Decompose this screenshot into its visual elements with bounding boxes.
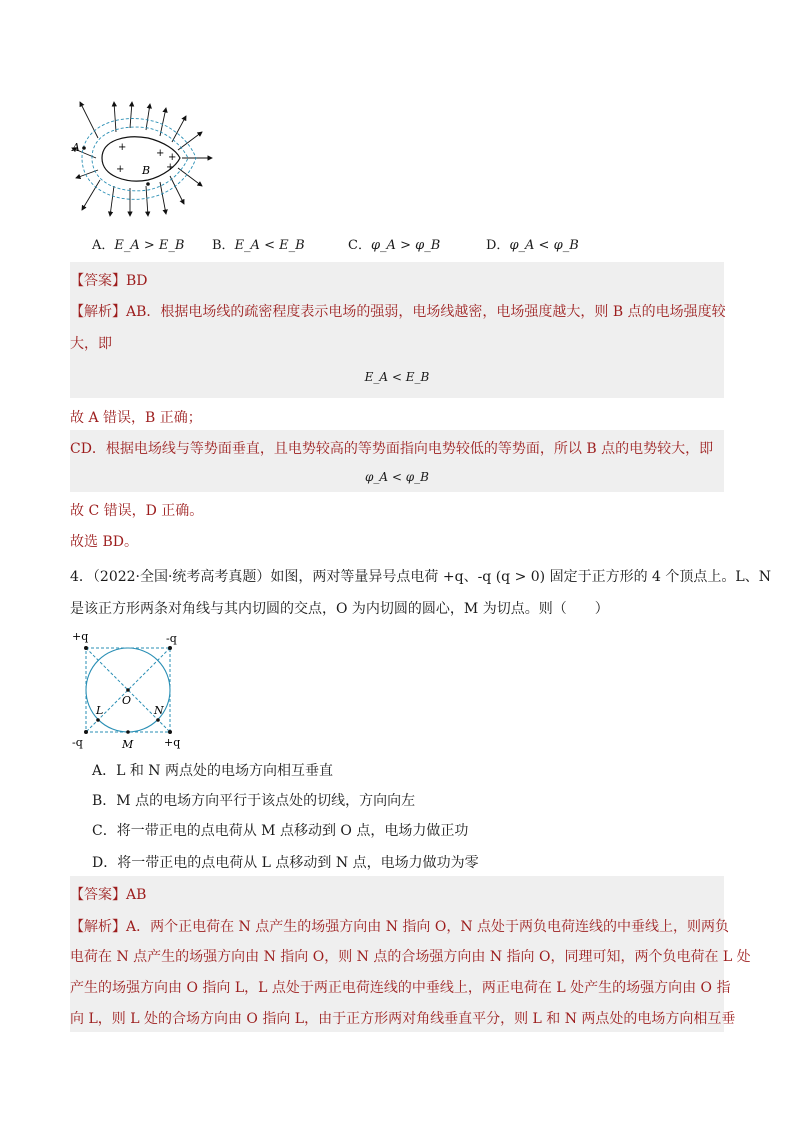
option-c[interactable]: C．将一带正电的点电荷从 M 点移动到 O 点，电场力做正功 [92, 823, 469, 839]
option-a[interactable]: A．L 和 N 两点处的电场方向相互垂直 [92, 763, 334, 779]
analysis-line [70, 301, 726, 321]
label-o: O [122, 694, 132, 707]
conclusion-line: 故 C 错误，D 正确。 [70, 503, 204, 519]
answer-value: BD [126, 273, 148, 289]
charge-bottom-right: +q [164, 736, 181, 749]
label-n: N [154, 704, 164, 717]
plus-sign: + [168, 152, 177, 163]
label-l: L [96, 704, 104, 717]
option-d[interactable] [486, 234, 579, 253]
option-expr: φ_A < φ_B [509, 238, 579, 253]
option-letter: D． [486, 238, 510, 253]
option-expr: E_A < E_B [234, 238, 305, 253]
point-b [146, 182, 150, 186]
final-answer-line: 故选 BD。 [70, 534, 138, 550]
option-b[interactable] [212, 234, 305, 253]
analysis-line [70, 916, 729, 936]
field-lines-figure [68, 98, 216, 220]
analysis-line: 产生的场强方向由 O 指向 L，L 点处于两正电荷连线的中垂线上，两正电荷在 L 处产生的场强方向由 O 指 [70, 980, 731, 996]
answer-line-q4 [70, 884, 146, 904]
plus-sign: + [166, 162, 175, 173]
answer-line-q3 [70, 270, 148, 290]
plus-sign: + [118, 142, 127, 153]
formula-ea-eb: E_A < E_B [364, 370, 430, 384]
answer-value: AB [126, 887, 147, 903]
point-a [82, 146, 86, 150]
plus-sign: + [116, 164, 125, 175]
option-letter: A． [92, 238, 115, 253]
analysis-text: AB．根据电场线的疏密程度表示电场的强弱，电场线越密，电场强度越大，则 B 点的电场强度较 [126, 304, 726, 320]
label-b: B [142, 164, 151, 177]
formula-phi: φ_A < φ_B [365, 470, 429, 484]
option-expr: E_A > E_B [114, 238, 185, 253]
analysis-line: 向 L，则 L 处的合场方向由 O 指向 L，由于正方形两对角线垂直平分，则 L 和 N 两点处的电场方向相互垂 [70, 1011, 736, 1027]
plus-sign: + [156, 148, 165, 159]
label-a: A [72, 141, 80, 154]
conclusion-line: 故 A 错误，B 正确； [70, 410, 202, 426]
analysis-line: 电荷在 N 点产生的场强方向由 N 指向 O，则 N 点的合场强方向由 N 指向 O，同理可知，两个负电荷在 L 处 [70, 949, 751, 965]
answer-tag: 【答案】 [70, 273, 126, 289]
label-m: M [122, 738, 134, 750]
option-d[interactable]: D．将一带正电的点电荷从 L 点移动到 N 点，电场力做功为零 [92, 855, 479, 871]
analysis-tag: 【解析】 [70, 919, 126, 935]
analysis-text: A．两个正电荷在 N 点产生的场强方向由 N 指向 O，N 点处于两负电荷连线的中垂线上，则两负 [126, 919, 730, 935]
option-a[interactable] [92, 234, 184, 253]
option-c[interactable] [348, 234, 440, 253]
charge-top-left: +q [72, 630, 89, 643]
option-expr: φ_A > φ_B [370, 238, 441, 253]
analysis-tag: 【解析】 [70, 304, 126, 320]
square-charges-figure [72, 628, 184, 750]
option-letter: C． [348, 238, 371, 253]
charge-top-right: -q [166, 632, 177, 645]
question-4-stem: 4．（2022·全国·统考高考真题）如图，两对等量异号点电荷 +q、-q (q > 0) 固定于正方形的 4 个顶点上。L、N [70, 569, 771, 585]
question-4-stem: 是该正方形两条对角线与其内切圆的交点，O 为内切圆的圆心，M 为切点。则（ ） [70, 601, 609, 617]
analysis-line: 大，即 [70, 336, 112, 352]
charge-bottom-left: -q [72, 736, 83, 749]
analysis-cd-line: CD．根据电场线与等势面垂直，且电势较高的等势面指向电势较低的等势面，所以 B 点的电势较大，即 [70, 441, 714, 457]
option-b[interactable]: B．M 点的电场方向平行于该点处的切线，方向向左 [92, 793, 416, 809]
option-letter: B． [212, 238, 235, 253]
answer-tag: 【答案】 [70, 887, 126, 903]
